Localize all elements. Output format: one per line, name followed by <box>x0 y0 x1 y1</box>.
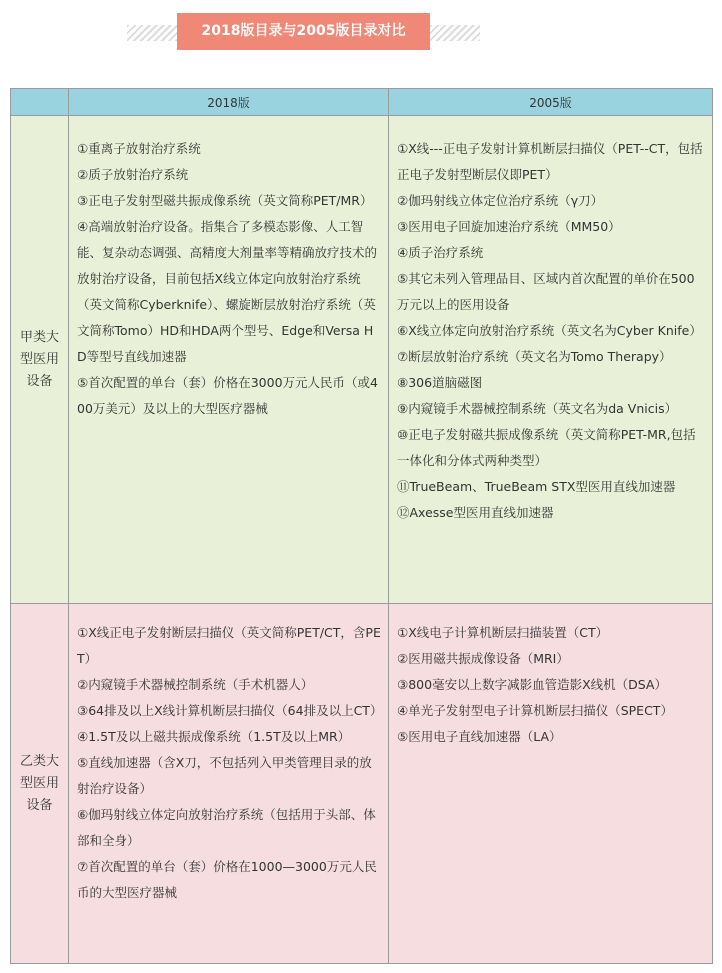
list-item: ⑥伽玛射线立体定向放射治疗系统（包括用于头部、体部和全身） <box>77 807 376 848</box>
list-item: ④1.5T及以上磁共振成像系统（1.5T及以上MR） <box>77 729 351 744</box>
list-item: ①X线---正电子发射计算机断层扫描仪（PET--CT，包括正电子发射型断层仪即PET） <box>397 141 703 182</box>
list-item: ⑤直线加速器（含X刀，不包括列入甲类管理目录的放射治疗设备） <box>77 755 372 796</box>
category-label: 乙类大型医用设备 <box>11 604 69 964</box>
list-item: ②伽玛射线立体定位治疗系统（γ刀） <box>397 193 604 208</box>
list-item: ⑤医用电子直线加速器（LA） <box>397 729 562 744</box>
list-item: ②医用磁共振成像设备（MRI） <box>397 651 569 666</box>
list-2005-class-a <box>389 116 713 604</box>
header-2005: 2005版 <box>389 89 713 116</box>
list-item: ⑦首次配置的单台（套）价格在1000—3000万元人民币的大型医疗器械 <box>77 859 377 900</box>
header-2018: 2018版 <box>69 89 389 116</box>
list-item: ⑤首次配置的单台（套）价格在3000万元人民币（或400万美元）及以上的大型医疗器械 <box>77 375 378 416</box>
list-item: ⑤其它未列入管理品目、区域内首次配置的单价在500万元以上的医用设备 <box>397 271 695 312</box>
list-item: ⑦断层放射治疗系统（英文名为Tomo Therapy） <box>397 349 672 364</box>
list-item: ④高端放射治疗设备。指集合了多模态影像、人工智能、复杂动态调强、高精度大剂量率等精确放疗技术的放射治疗设备，目前包括X线立体定向放射治疗系统（英文简称Cyberknife）、螺旋断层放射治疗系统（英文简称Tomo）HD和HDA两个型号、Edge和Versa HD等型号直线加速器 <box>77 219 378 364</box>
list-item: ⑨内窥镜手术器械控制系统（英文名为da Vnicis） <box>397 401 678 416</box>
category-label: 甲类大型医用设备 <box>11 116 69 604</box>
list-item: ③64排及以上X线计算机断层扫描仪（64排及以上CT） <box>77 703 383 718</box>
list-item: ⑥X线立体定向放射治疗系统（英文名为Cyber Knife） <box>397 323 702 338</box>
list-item: ①重离子放射治疗系统 <box>77 141 201 156</box>
list-item: ⑩正电子发射磁共振成像系统（英文简称PET-MR,包括一体化和分体式两种类型） <box>397 427 696 468</box>
list-item: ③正电子发射型磁共振成像系统（英文简称PET/MR） <box>77 193 373 208</box>
header-corner <box>11 89 69 116</box>
list-item: ⑧306道脑磁图 <box>397 375 483 390</box>
list-2018-class-a <box>69 116 389 604</box>
list-item: ②内窥镜手术器械控制系统（手术机器人） <box>77 677 314 692</box>
list-2005-class-b <box>389 604 713 964</box>
list-item: ③800毫安以上数字减影血管造影X线机（DSA） <box>397 677 667 692</box>
list-item: ④单光子发射型电子计算机断层扫描仪（SPECT） <box>397 703 673 718</box>
list-item: ⑫Axesse型医用直线加速器 <box>397 505 554 520</box>
decorative-stripe-right <box>430 25 480 41</box>
list-item: ④质子治疗系统 <box>397 245 484 260</box>
header-row <box>11 89 713 116</box>
decorative-stripe-left <box>127 25 177 41</box>
list-item: ②质子放射治疗系统 <box>77 167 189 182</box>
list-item: ③医用电子回旋加速治疗系统（MM50） <box>397 219 621 234</box>
comparison-table <box>10 88 713 964</box>
list-item: ①X线正电子发射断层扫描仪（英文简称PET/CT，含PET） <box>77 625 381 666</box>
list-item: ①X线电子计算机断层扫描装置（CT） <box>397 625 609 640</box>
page-title: 2018版目录与2005版目录对比 <box>177 13 430 50</box>
list-2018-class-b <box>69 604 389 964</box>
table-row-class-a <box>11 116 713 604</box>
title-banner <box>0 0 722 70</box>
list-item: ⑪TrueBeam、TrueBeam STX型医用直线加速器 <box>397 479 676 494</box>
table-row-class-b <box>11 604 713 964</box>
